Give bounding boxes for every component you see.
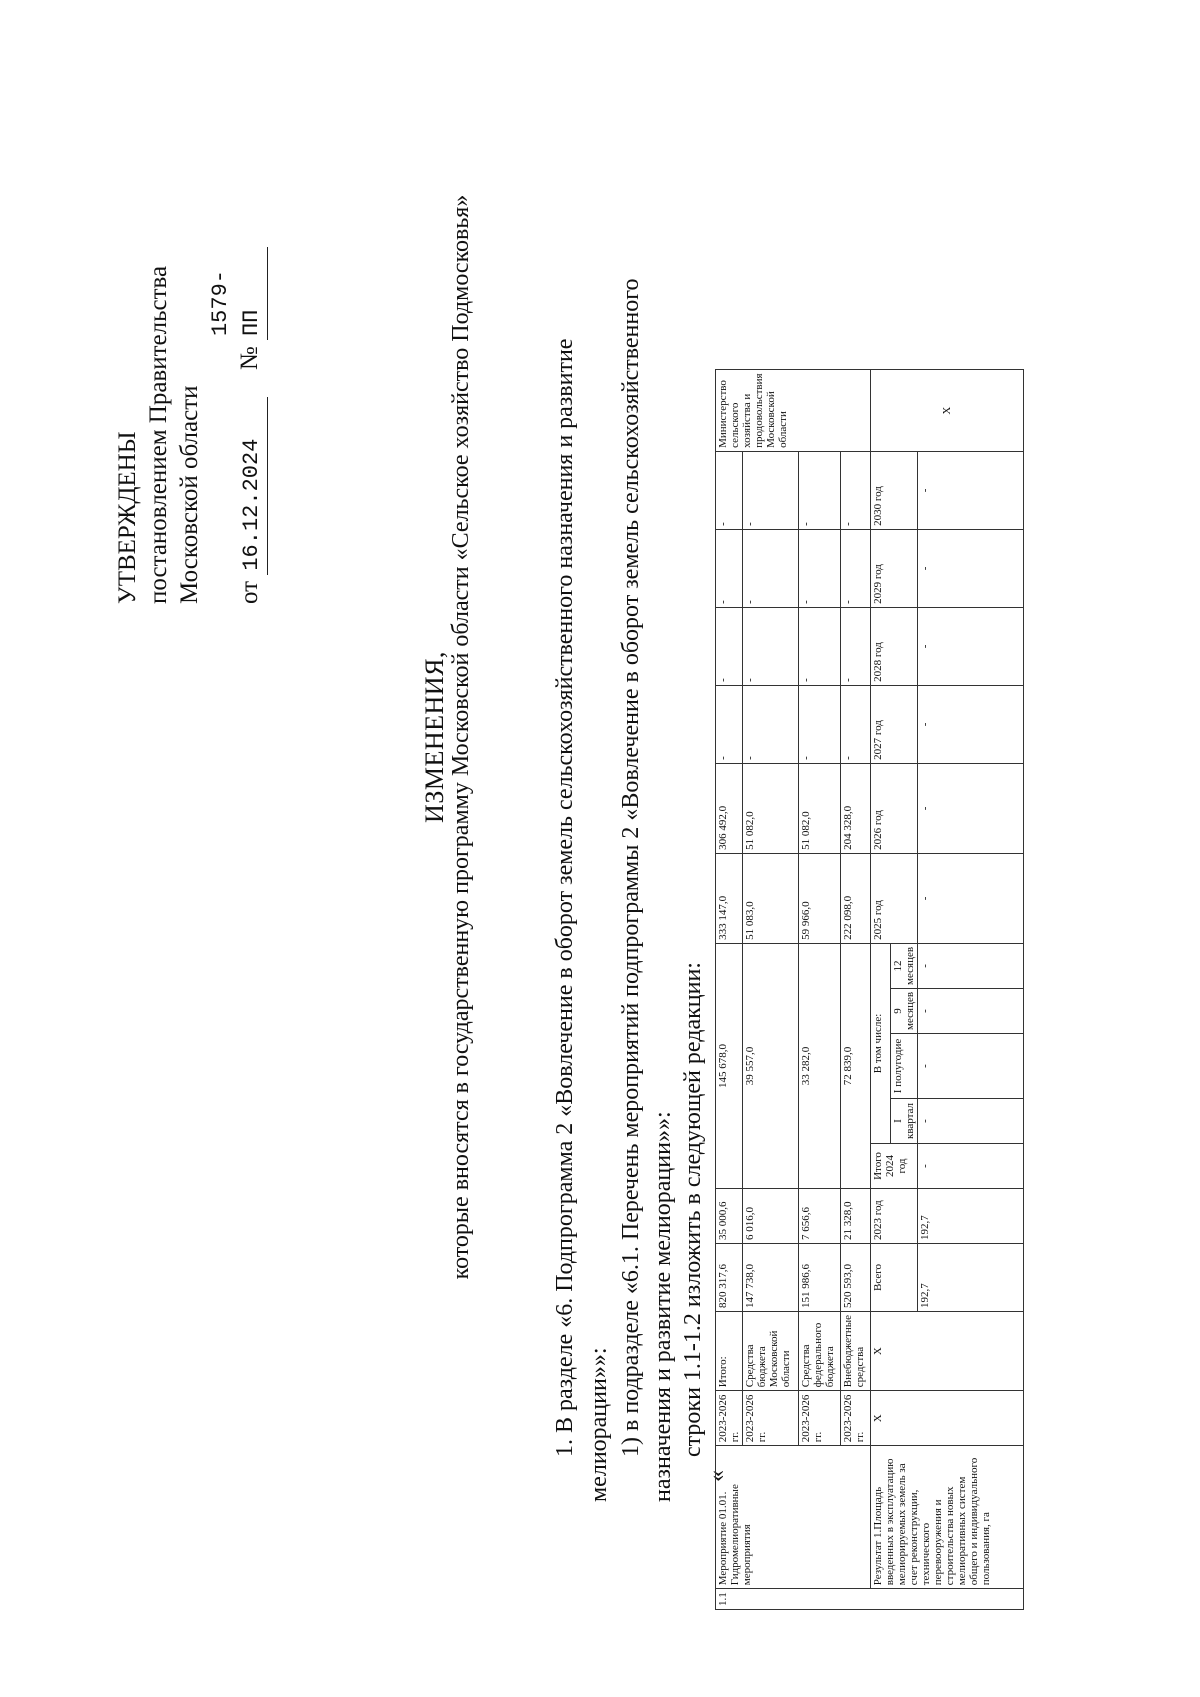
document-title: ИЗМЕНЕНИЯ, bbox=[420, 651, 449, 823]
header-2023: 2023 год bbox=[871, 1188, 918, 1243]
value-2023: 21 328,0 bbox=[841, 1188, 871, 1243]
value-2029: - bbox=[799, 529, 841, 607]
approval-block bbox=[112, 247, 268, 604]
value-2025: 59 966,0 bbox=[799, 853, 841, 943]
value-2028: - bbox=[743, 607, 799, 685]
value-2024: 33 282,0 bbox=[799, 943, 841, 1188]
header-2027: 2027 год bbox=[871, 685, 918, 763]
value-2027: - bbox=[716, 685, 743, 763]
value-2028: - bbox=[799, 607, 841, 685]
value-2025: 222 098,0 bbox=[841, 853, 871, 943]
header-2026: 2026 год bbox=[871, 763, 918, 853]
value-2023: 6 016,0 bbox=[743, 1188, 799, 1243]
table-row bbox=[871, 370, 891, 1610]
table-row bbox=[716, 370, 743, 1610]
value-2024: 145 678,0 bbox=[716, 943, 743, 1188]
result-12m: - bbox=[918, 943, 1024, 988]
paragraph-1-line-2: мелиорации»»: bbox=[586, 1347, 612, 1502]
value-2027: - bbox=[743, 685, 799, 763]
value-total: 520 593,0 bbox=[841, 1243, 871, 1311]
period-cell: 2023-2026 гг. bbox=[841, 1391, 871, 1446]
value-2027: - bbox=[799, 685, 841, 763]
source-name: Средства бюджета Московской области bbox=[743, 1311, 799, 1390]
value-total: 147 738,0 bbox=[743, 1243, 799, 1311]
result-h1: - bbox=[918, 1033, 1024, 1098]
header-h1: I полугодие bbox=[891, 1033, 918, 1098]
header-total: Всего bbox=[871, 1243, 918, 1311]
result-9m: - bbox=[918, 988, 1024, 1033]
result-cell: Результат 1.Площадь введенных в эксплуатацию мелиорируемых земель за счет реконструкции, технического перевооружения и строительства новых мелиоративных систем общего и индивидуального пользования, га bbox=[871, 1446, 1024, 1589]
approval-date: 16.12.2024 bbox=[236, 397, 268, 575]
period-cell: 2023-2026 гг. bbox=[799, 1391, 841, 1446]
value-2030: - bbox=[841, 451, 871, 529]
value-2026: 51 082,0 bbox=[743, 763, 799, 853]
approval-line-2: постановлением Правительства bbox=[145, 265, 172, 604]
value-2024: 39 557,0 bbox=[743, 943, 799, 1188]
number-prefix: № bbox=[236, 346, 263, 371]
paragraph-2-line-1: 1) в подразделе «6.1. Перечень мероприятий подпрограммы 2 «Вовлечение в оборот земель сельскохозяйственного bbox=[618, 278, 644, 1457]
header-2029: 2029 год bbox=[871, 529, 918, 607]
value-2025: 51 083,0 bbox=[743, 853, 799, 943]
row-number: 1.1 bbox=[716, 1589, 1024, 1610]
value-2030: - bbox=[743, 451, 799, 529]
period-cell: 2023-2026 гг. bbox=[716, 1391, 743, 1446]
header-2025: 2025 год bbox=[871, 853, 918, 943]
header-2028: 2028 год bbox=[871, 607, 918, 685]
value-2028: - bbox=[716, 607, 743, 685]
value-2026: 51 082,0 bbox=[799, 763, 841, 853]
x-mark: X bbox=[871, 370, 1024, 451]
activities-table bbox=[715, 369, 1024, 1610]
result-2028: - bbox=[918, 607, 1024, 685]
value-2029: - bbox=[743, 529, 799, 607]
value-2023: 35 000,6 bbox=[716, 1188, 743, 1243]
result-2030: - bbox=[918, 451, 1024, 529]
result-2025: - bbox=[918, 853, 1024, 943]
value-2029: - bbox=[716, 529, 743, 607]
header-9m: 9 месяцев bbox=[891, 988, 918, 1033]
header-incl: В том числе: bbox=[871, 943, 891, 1143]
result-2027: - bbox=[918, 685, 1024, 763]
approval-date-line bbox=[205, 247, 268, 604]
result-2024: - bbox=[918, 1143, 1024, 1188]
document-subtitle: которые вносятся в государственную программу Московской области «Сельское хозяйство Подмосковья» bbox=[448, 194, 474, 1280]
x-mark: X bbox=[871, 1311, 1024, 1390]
value-2024: 72 839,0 bbox=[841, 943, 871, 1188]
value-2029: - bbox=[841, 529, 871, 607]
result-2026: - bbox=[918, 763, 1024, 853]
value-2023: 7 656,6 bbox=[799, 1188, 841, 1243]
result-total: 192,7 bbox=[918, 1243, 1024, 1311]
value-2025: 333 147,0 bbox=[716, 853, 743, 943]
paragraph-2-line-2: назначения и развитие мелиорации»»: bbox=[650, 1111, 676, 1502]
value-total: 820 317,6 bbox=[716, 1243, 743, 1311]
value-2030: - bbox=[799, 451, 841, 529]
source-name: Внебюджетные средства bbox=[841, 1311, 871, 1390]
value-2027: - bbox=[841, 685, 871, 763]
header-2030: 2030 год bbox=[871, 451, 918, 529]
approval-line-3: Московской области bbox=[176, 385, 203, 604]
value-2026: 306 492,0 bbox=[716, 763, 743, 853]
approval-line-1: УТВЕРЖДЕНЫ bbox=[114, 431, 141, 604]
paragraph-1-line-1: 1. В разделе «6. Подпрограмма 2 «Вовлечение в оборот земель сельскохозяйственного назначения и развитие bbox=[552, 338, 578, 1457]
x-mark: X bbox=[871, 1391, 1024, 1446]
source-name: Средства федерального бюджета bbox=[799, 1311, 841, 1390]
header-2024: Итого 2024 год bbox=[871, 1143, 918, 1188]
table-row bbox=[841, 370, 871, 1610]
approval-number: 1579-ПП bbox=[205, 247, 268, 340]
result-2023: 192,7 bbox=[918, 1188, 1024, 1243]
period-cell: 2023-2026 гг. bbox=[743, 1391, 799, 1446]
date-prefix: от bbox=[236, 580, 263, 604]
activity-cell: Мероприятие 01.01. Гидромелиоративные мероприятия bbox=[716, 1446, 871, 1589]
executor-cell: Министерство сельского хозяйства и продовольствия Московской области bbox=[716, 370, 871, 451]
value-2028: - bbox=[841, 607, 871, 685]
result-2029: - bbox=[918, 529, 1024, 607]
source-name: Итого: bbox=[716, 1311, 743, 1390]
value-total: 151 986,6 bbox=[799, 1243, 841, 1311]
value-2030: - bbox=[716, 451, 743, 529]
header-q1: I квартал bbox=[891, 1098, 918, 1143]
paragraph-3: строки 1.1-1.2 изложить в следующей редакции: bbox=[680, 962, 706, 1457]
opening-quote: « bbox=[704, 1470, 730, 1482]
result-q1: - bbox=[918, 1098, 1024, 1143]
value-2026: 204 328,0 bbox=[841, 763, 871, 853]
table-row bbox=[799, 370, 841, 1610]
table-row bbox=[743, 370, 799, 1610]
header-12m: 12 месяцев bbox=[891, 943, 918, 988]
